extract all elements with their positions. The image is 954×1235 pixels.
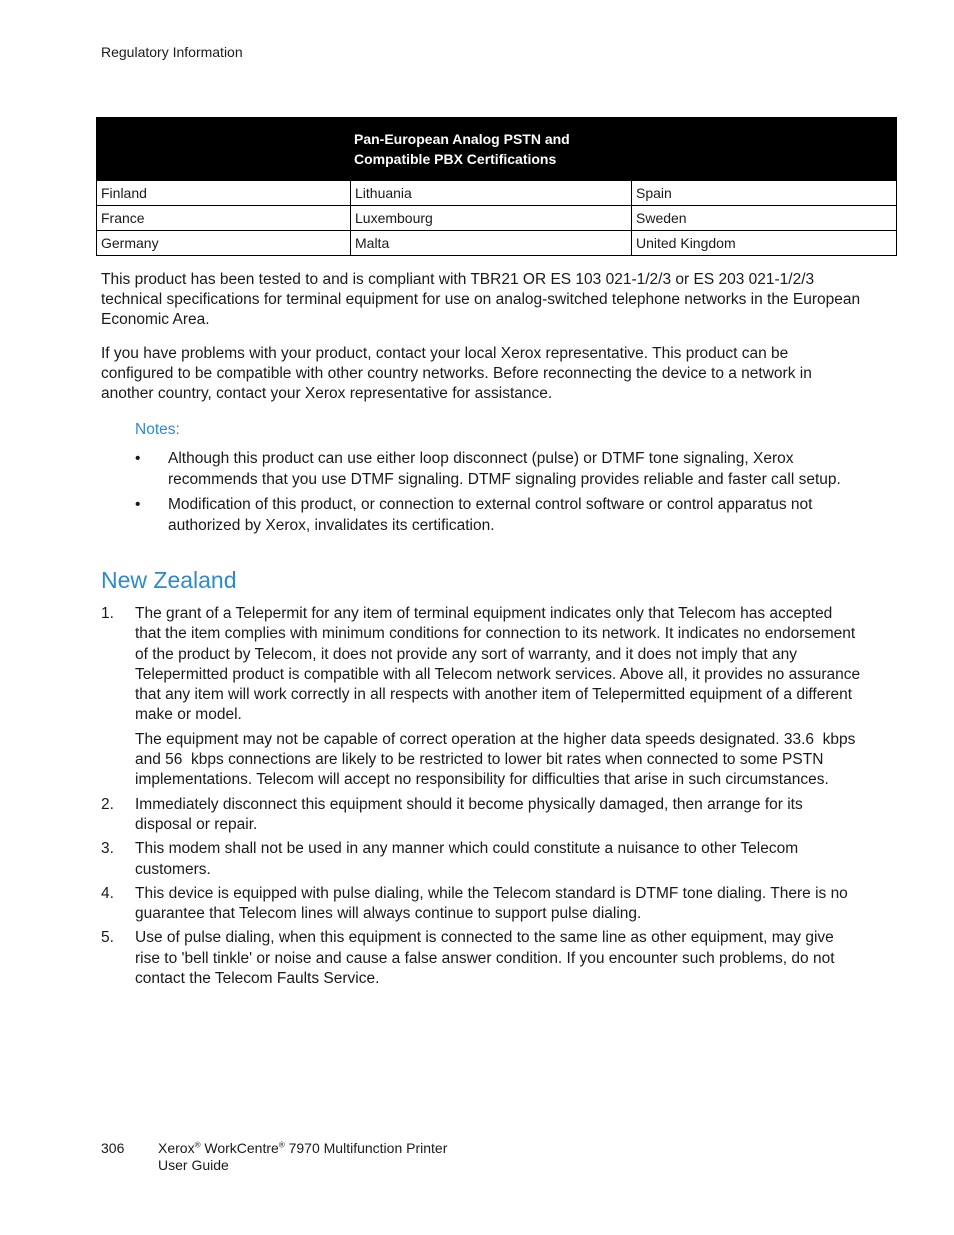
item-number: 4. xyxy=(101,884,114,902)
table-title xyxy=(97,118,897,181)
notes-list xyxy=(135,449,875,541)
notes-label: Notes: xyxy=(135,421,180,438)
item-number: 3. xyxy=(101,840,114,858)
table-cell: Luxembourg xyxy=(351,206,632,231)
list-item xyxy=(101,884,861,925)
item-text: This modem shall not be used in any manner which could constitute a nuisance to other Telecom customers. xyxy=(135,840,799,878)
table-cell: Malta xyxy=(351,231,632,256)
table-header-row xyxy=(97,118,897,181)
registered-mark: ® xyxy=(194,1140,201,1150)
product-name: WorkCentre xyxy=(204,1140,279,1156)
list-item xyxy=(101,928,861,989)
certification-table xyxy=(96,117,897,256)
new-zealand-list xyxy=(101,604,861,993)
item-text: Use of pulse dialing, when this equipment is connected to the same line as other equipment, may give rise to 'bell tinkle' or noise and cause a false answer condition. If you encounter such problems, do not contact the Telecom Faults Service. xyxy=(135,929,835,988)
product-model: 7970 Multifunction Printer xyxy=(288,1140,448,1156)
item-text: The grant of a Telepermit for any item of terminal equipment indicates only that Telecom has accepted that the item complies with minimum conditions for connection to its network. It indicates no endorsement of the product by Telecom, it does not provide any sort of warranty, and it does not imply that any Telepermitted product is compatible with all Telecom network services. Above all, it provides no assurance that any item will work correctly in all respects with another item of Telepermitted equipment of a different make or model. xyxy=(135,605,861,724)
table-row xyxy=(97,181,897,206)
bullet-icon: • xyxy=(135,496,141,513)
table-title-line2: Compatible PBX Certifications xyxy=(354,151,557,167)
support-paragraph: If you have problems with your product, contact your local Xerox representative. This product can be configured to be compatible with other country networks. Before reconnecting the device to a network in another country, contact your Xerox representative for assistance. xyxy=(101,345,812,402)
table-cell: Finland xyxy=(97,181,351,206)
note-text: Although this product can use either loop disconnect (pulse) or DTMF tone signaling, Xerox recommends that you use DTMF signaling. DTMF signaling provides reliable and faster call setup. xyxy=(168,450,841,488)
bullet-icon: • xyxy=(135,450,141,467)
running-header: Regulatory Information xyxy=(101,44,243,60)
table-cell: France xyxy=(97,206,351,231)
note-text: Modification of this product, or connection to external control software or control apparatus not authorized by Xerox, invalidates its certification. xyxy=(168,496,813,534)
table-title-line1: Pan-European Analog PSTN and xyxy=(354,131,570,147)
list-item xyxy=(101,795,861,836)
table-cell: Sweden xyxy=(632,206,897,231)
item-text: This device is equipped with pulse dialing, while the Telecom standard is DTMF tone dialing. There is no guarantee that Telecom lines will always continue to support pulse dialing. xyxy=(135,884,848,923)
table-cell: United Kingdom xyxy=(632,231,897,256)
item-text: Immediately disconnect this equipment should it become physically damaged, then arrange for its disposal or repair. xyxy=(135,795,803,833)
section-title: New Zealand xyxy=(101,567,237,593)
table-row xyxy=(97,206,897,231)
list-item xyxy=(135,449,875,490)
product-title xyxy=(158,1140,447,1174)
table-row xyxy=(97,231,897,256)
registered-mark: ® xyxy=(278,1140,285,1150)
item-number: 1. xyxy=(101,605,114,622)
list-item xyxy=(135,495,875,536)
compliance-paragraph: This product has been tested to and is compliant with TBR21 OR ES 103 021-1/2/3 or ES 203 021-1/2/3 technical specifications for terminal equipment for use on analog-switched telephone networks in the European Economic Area. xyxy=(101,271,861,328)
item-number: 2. xyxy=(101,795,114,813)
table-cell: Lithuania xyxy=(351,181,632,206)
page-number: 306 xyxy=(101,1140,125,1156)
doc-type: User Guide xyxy=(158,1157,229,1173)
product-line xyxy=(158,1140,447,1157)
item-number: 5. xyxy=(101,929,114,947)
table-cell: Germany xyxy=(97,231,351,256)
list-item xyxy=(101,839,861,880)
brand-name: Xerox xyxy=(158,1140,195,1156)
item-text-continued: The equipment may not be capable of correct operation at the higher data speeds designated. 33.6 kbps and 56 kbps connections are likely to be restricted to lower bit rates when connected to some PSTN implementations. Telecom will accept no responsibility for difficulties that arise in such circumstances. xyxy=(135,730,860,789)
list-item xyxy=(101,604,861,791)
table-cell: Spain xyxy=(632,181,897,206)
